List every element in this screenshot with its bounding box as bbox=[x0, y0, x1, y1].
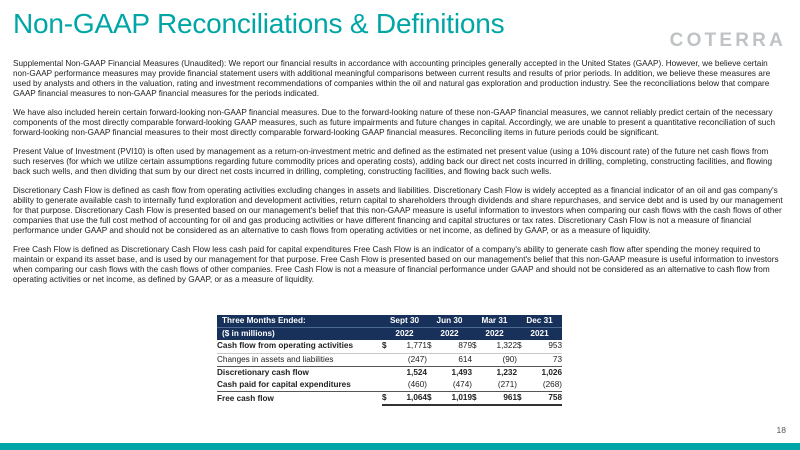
cell-value: 614 bbox=[435, 353, 472, 366]
paragraph-supplemental-measures: Supplemental Non-GAAP Financial Measures (Unaudited): We report our financial results in accordance with accounting principles generally accepted in the United States (GAAP). However, we believe certain non-GAAP performance measures may provide financial statement users with additional meaningful comparisons between current results and results of prior periods. In addition, we believe these measures are used by analysts and others in the valuation, rating and investment recommendations of companies within the oil and natural gas exploration and production industry. See the reconciliations below that compare GAAP financial measures to non-GAAP financial measures for the periods indicated. bbox=[13, 59, 771, 98]
header-period-label: Three Months Ended: bbox=[217, 315, 382, 328]
column-month: Dec 31 bbox=[517, 315, 562, 328]
page-number: 18 bbox=[776, 425, 786, 435]
table-subheader-row bbox=[217, 328, 562, 341]
table-row bbox=[217, 353, 562, 366]
header-units-label: ($ in millions) bbox=[217, 328, 382, 341]
paragraph-pvi10: Present Value of Investment (PVI10) is often used by management as a return-on-investment metric and defined as the estimated net present value (using a 10% discount rate) of the future net cash flows from such reserves (for which we utilize certain assumptions regarding future commodity prices and operating costs), adding back our direct net costs incurred in drilling, completing, constructing facilities, and flowing back such wells, and then dividing that sum by our direct net costs incurred in drilling, completing, constructing facilities, and flowing back such wells. bbox=[13, 147, 773, 176]
paragraph-forward-looking: We have also included herein certain forward-looking non-GAAP financial measures. Due to the forward-looking nature of these non-GAAP financial measures, we cannot reliably predict certain of the necessary components of the most directly comparable forward-looking GAAP measures, such as future impairments and future changes in capital. Accordingly, we are unable to present a quantitative reconciliation of such forward-looking non-GAAP financial measures to their most directly comparable forward-looking GAAP financial measures. Reconciling items in future periods could be significant. bbox=[13, 108, 775, 137]
row-label: Cash flow from operating activities bbox=[217, 340, 382, 353]
table-row bbox=[217, 379, 562, 392]
paragraph-discretionary-cash-flow: Discretionary Cash Flow is defined as cash flow from operating activities excluding changes in assets and liabilities. Discretionary Cash Flow is widely accepted as a financial indicator of an oil and gas company's ability to generate available cash to internally fund exploration and development activities, return capital to shareholders through dividends and share repurchases, and service debt and is used by our management for that purpose. Discretionary Cash Flow is presented based on our management's belief that this non-GAAP measure is useful information to investors when comparing our cash flows with the cash flows of other companies that use the full cost method of accounting for oil and gas producing activities or have different financing and capital structures or tax rates. Discretionary Cash Flow is not a measure of financial performance under GAAP and should not be considered as an alternative to cash flows from operating activities or net income, as defined by GAAP, or as a measure of liquidity. bbox=[13, 186, 783, 235]
table-row bbox=[217, 366, 562, 379]
cell-value: (268) bbox=[525, 379, 562, 392]
table-row bbox=[217, 340, 562, 353]
currency-symbol: $ bbox=[517, 340, 525, 353]
cell-value: (474) bbox=[435, 379, 472, 392]
currency-symbol: $ bbox=[382, 340, 390, 353]
table-header-row bbox=[217, 315, 562, 328]
cell-value: 1,493 bbox=[451, 367, 473, 377]
cell-value: (460) bbox=[390, 379, 427, 392]
column-month: Mar 31 bbox=[472, 315, 517, 328]
cell-value: 1,232 bbox=[496, 367, 518, 377]
reconciliation-table bbox=[217, 315, 562, 406]
column-year: 2022 bbox=[427, 328, 472, 341]
currency-symbol: $ bbox=[517, 392, 525, 406]
cell-value: (247) bbox=[390, 353, 427, 366]
page-title: Non-GAAP Reconciliations & Definitions bbox=[13, 8, 505, 39]
cell-value: 1,064 bbox=[390, 392, 427, 406]
currency-symbol: $ bbox=[427, 392, 435, 406]
cell-value: 953 bbox=[525, 340, 562, 353]
column-year: 2022 bbox=[382, 328, 427, 341]
cell-value: 1,771 bbox=[390, 340, 427, 353]
cell-value: (90) bbox=[480, 353, 517, 366]
cell-value: 758 bbox=[525, 392, 562, 406]
row-label: Cash paid for capital expenditures bbox=[217, 379, 382, 392]
cell-value: 1,524 bbox=[406, 367, 427, 377]
cell-value: (271) bbox=[480, 379, 517, 392]
column-month: Jun 30 bbox=[427, 315, 472, 328]
cell-value: 879 bbox=[435, 340, 472, 353]
definitions-text bbox=[13, 59, 786, 294]
row-label: Discretionary cash flow bbox=[217, 367, 309, 377]
footer-accent-bar bbox=[0, 443, 800, 450]
column-year: 2022 bbox=[472, 328, 517, 341]
cell-value: 1,322 bbox=[480, 340, 517, 353]
cell-value: 1,026 bbox=[541, 367, 563, 377]
cell-value: 73 bbox=[525, 353, 562, 366]
column-month: Sept 30 bbox=[382, 315, 427, 328]
column-year: 2021 bbox=[517, 328, 562, 341]
cell-value: 961 bbox=[480, 392, 517, 406]
currency-symbol: $ bbox=[472, 392, 480, 406]
currency-symbol: $ bbox=[427, 340, 435, 353]
table-row bbox=[217, 392, 562, 406]
company-logo: COTERRA bbox=[669, 30, 786, 51]
row-label: Changes in assets and liabilities bbox=[217, 353, 382, 366]
currency-symbol: $ bbox=[382, 392, 390, 406]
cell-value: 1,019 bbox=[435, 392, 472, 406]
paragraph-free-cash-flow: Free Cash Flow is defined as Discretionary Cash Flow less cash paid for capital expenditures Free Cash Flow is an indicator of a company's ability to generate cash flow after spending the money required to maintain or expand its asset base, and is used by our management for that purpose. Free Cash Flow is presented based on our management's belief that this non-GAAP measure is useful information to investors when comparing our cash flows with the cash flows of other companies. Free Cash Flow is not a measure of financial performance under GAAP and should not be considered as an alternative to cash flow from operating activities or net income, as defined by GAAP, or as a measure of liquidity. bbox=[13, 245, 779, 284]
currency-symbol: $ bbox=[472, 340, 480, 353]
row-label: Free cash flow bbox=[217, 393, 274, 403]
